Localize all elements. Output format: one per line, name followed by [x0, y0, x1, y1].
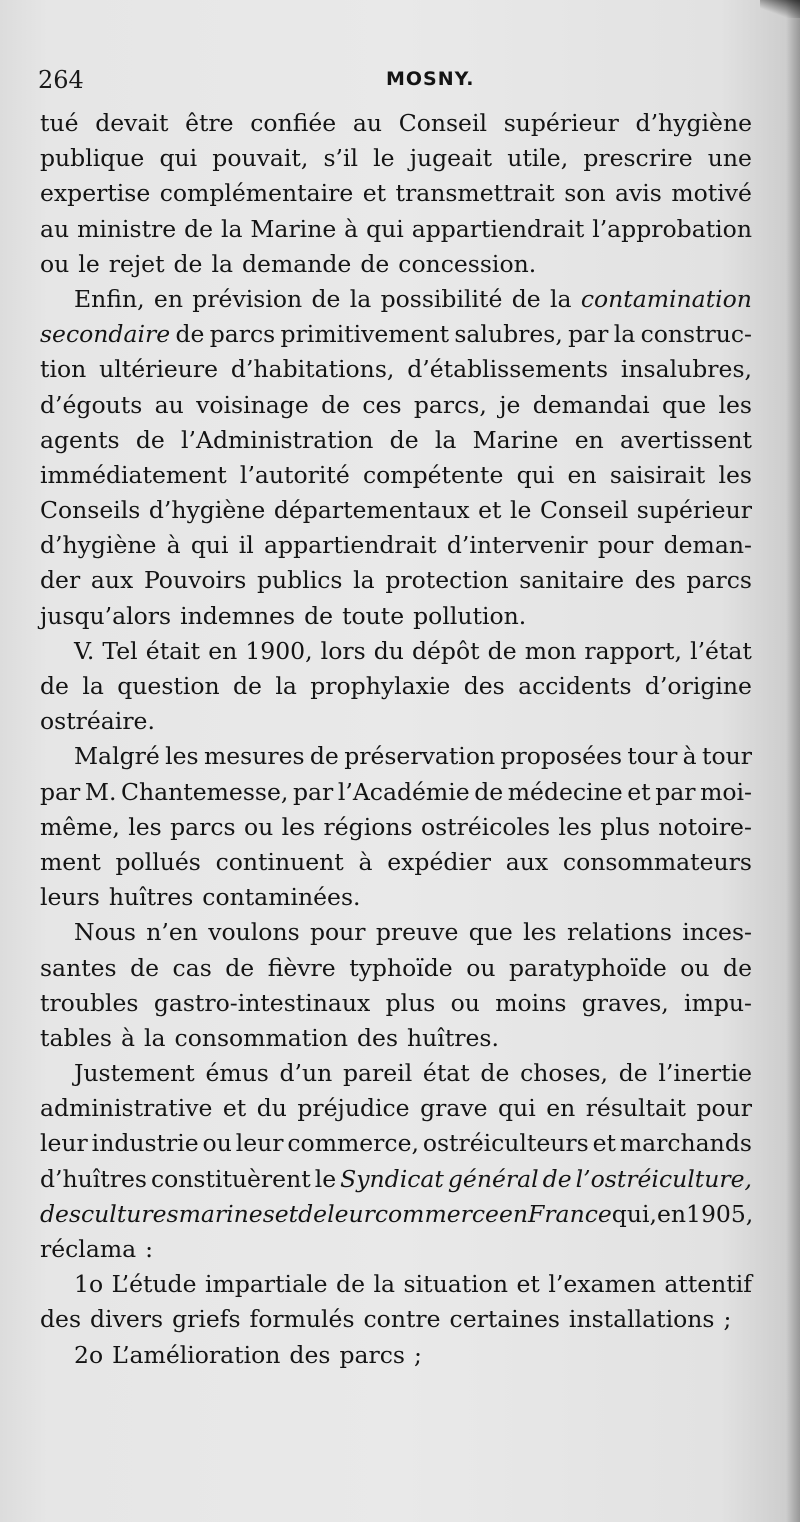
text-line: des cultures marines et de leur commerce en France qui, en 1905, [40, 1199, 754, 1228]
text-line: santes de cas de fièvre typhoïde ou paratyphoïde ou de [40, 953, 752, 982]
text-line: troubles gastro-intestinaux plus ou moins graves, impu- [40, 988, 752, 1017]
text-line: ostréaire. [40, 707, 155, 736]
text-line: des divers griefs formulés contre certaines installations ; [40, 1305, 732, 1334]
text-line: d’égouts au voisinage de ces parcs, je demandai que les [40, 390, 752, 419]
text-line: tion ultérieure d’habitations, d’établissements insalubres, [40, 355, 752, 384]
text-line: Justement émus d’un pareil état de choses, de l’inertie [74, 1059, 752, 1088]
text-line: expertise complémentaire et transmettrait son avis motivé [40, 179, 752, 208]
text-line: administrative et du préjudice grave qui en résultait pour [40, 1094, 752, 1123]
page-edge-shadow [786, 0, 800, 1522]
running-head: MOSNY. [386, 68, 475, 90]
page-header [38, 66, 738, 106]
page-corner-shadow [760, 0, 800, 18]
text-line: par M. Chantemesse, par l’Académie de médecine et par moi- [40, 777, 752, 806]
text-line: ou le rejet de la demande de concession. [40, 249, 537, 278]
page-number: 264 [38, 66, 84, 94]
text-line: réclama : [40, 1235, 154, 1263]
text-line: immédiatement l’autorité compétente qui en saisirait les [40, 460, 752, 489]
text-line: V. Tel était en 1900, lors du dépôt de mon rapport, l’état [74, 636, 752, 665]
text-line: leur industrie ou leur commerce, ostréiculteurs et marchands [40, 1129, 752, 1158]
text-line: tué devait être confiée au Conseil supérieur d’hygiène [40, 109, 752, 137]
text-line: Enfin, en prévision de la possibilité de la contamination [74, 284, 752, 313]
text-line: jusqu’alors indemnes de toute pollution. [40, 601, 527, 630]
text-line: de la question de la prophylaxie des accidents d’origine [40, 672, 752, 700]
text-line: ment pollués continuent à expédier aux consommateurs [40, 847, 752, 876]
text-line: d’huîtres constituèrent le Syndicat général de l’ostréiculture, [40, 1164, 752, 1193]
text-line: Malgré les mesures de préservation proposées tour à tour [74, 742, 752, 771]
text-line: der aux Pouvoirs publics la protection sanitaire des parcs [40, 566, 752, 595]
text-line: 1o L’étude impartiale de la situation et l’examen attentif [74, 1270, 752, 1299]
text-line: Conseils d’hygiène départementaux et le Conseil supérieur [40, 496, 752, 525]
text-line: tables à la consommation des huîtres. [40, 1023, 499, 1052]
text-line: Nous n’en voulons pour preuve que les relations inces- [74, 918, 752, 947]
text-line: publique qui pouvait, s’il le jugeait utile, prescrire une [40, 144, 752, 173]
body-text [40, 106, 752, 1373]
text-line: 2o L’amélioration des parcs ; [74, 1340, 422, 1369]
text-line: au ministre de la Marine à qui appartiendrait l’approbation [40, 214, 752, 243]
text-line: d’hygiène à qui il appartiendrait d’intervenir pour deman- [40, 531, 752, 560]
text-line: même, les parcs ou les régions ostréicoles les plus notoire- [40, 812, 752, 841]
text-line: leurs huîtres contaminées. [40, 883, 361, 912]
text-line: secondaire de parcs primitivement salubres, par la construc- [40, 320, 752, 349]
text-line: agents de l’Administration de la Marine en avertissent [40, 425, 752, 454]
